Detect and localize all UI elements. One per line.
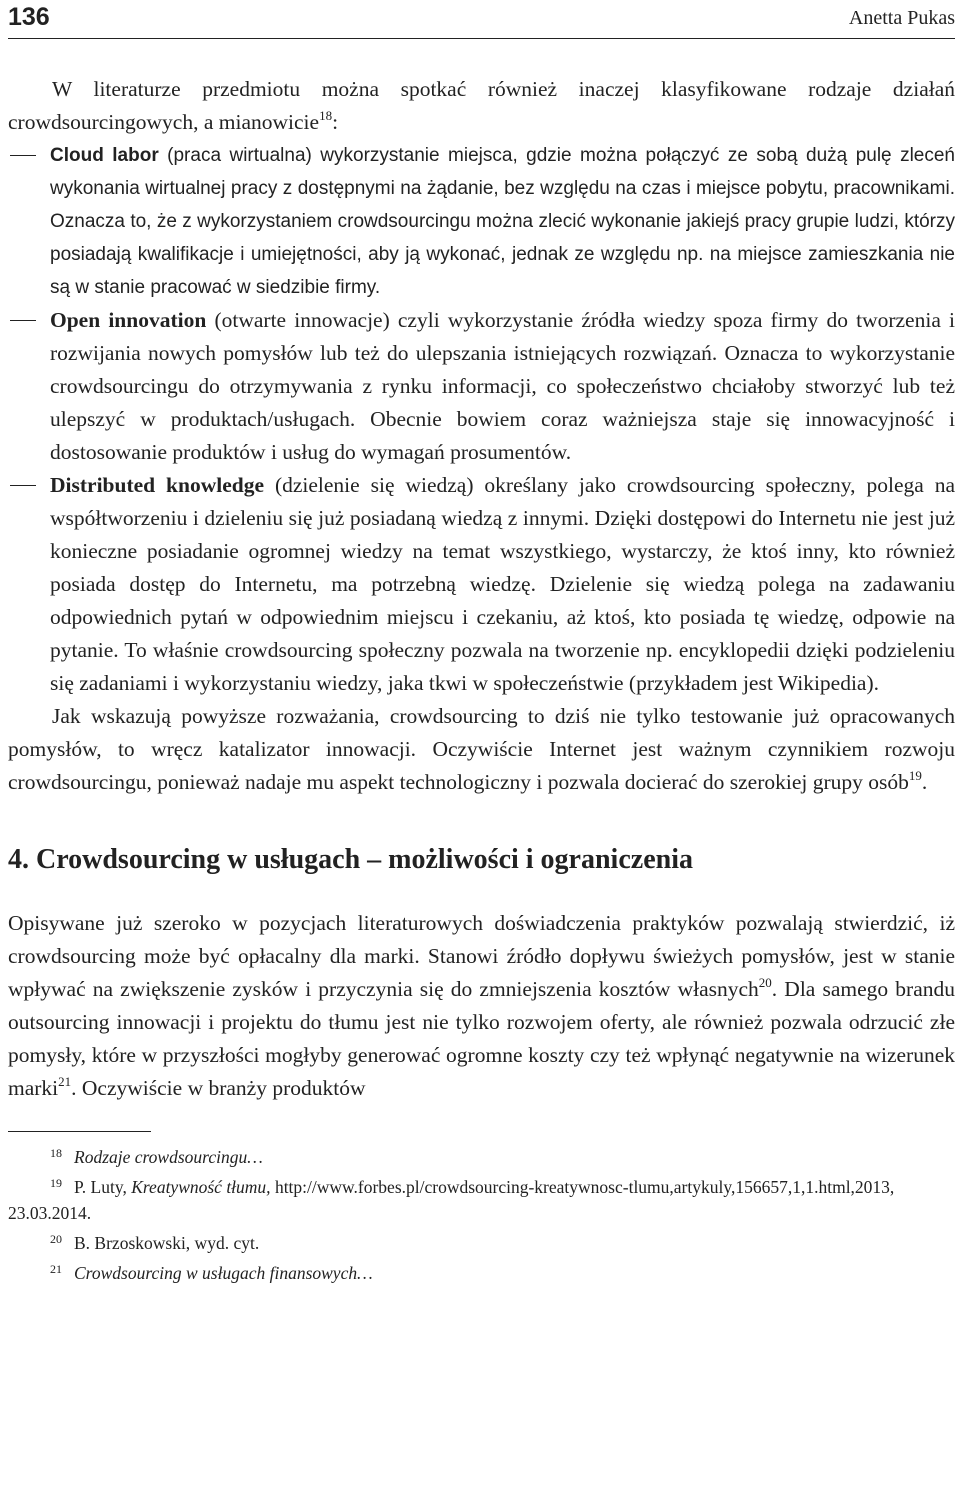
definition-distributed-knowledge: (dzielenie się wiedzą) określany jako crowdsourcing społeczny, polega na współtworzeniu i dzieleniu się już posiadaną wiedzą z innymi. Dzięki dostępowi do Internetu nie jest już konieczne posiadanie ogromnej wiedzy na temat wszystkiego, wystarczy, że ktoś inny, kto również posiada dostęp do Internetu, ma potrzebną wiedzę. Dzielenie się wiedzą polega na zadawaniu odpowiednich pytań w odpowiednim miejscu i czekaniu, aż ktoś, kto posiada tę wiedzę, odpowie na pytanie. To właśnie crowdsourcing społeczny pozwala na tworzenie np. encyklopedii dzięki podzieleniu się zadaniami i wykorzystaniu wiedzy, jaka tkwi w społeczeństwie (przykładem jest Wikipedia). xyxy=(50,473,956,695)
footnote-title: Crowdsourcing w usługach finansowych… xyxy=(74,1263,373,1283)
list-item-distributed-knowledge xyxy=(8,469,955,700)
footnote-ref-19[interactable]: 19 xyxy=(908,768,922,783)
list-item-cloud-labor xyxy=(8,139,955,304)
intro-colon: : xyxy=(332,110,339,134)
section-heading: 4. Crowdsourcing w usługach – możliwości i ograniczenia xyxy=(8,844,693,875)
closing-text: Jak wskazują powyższe rozważania, crowdsourcing to dziś nie tylko testowanie już opracowanych pomysłów, to wręcz katalizator innowacji. Oczywiście Internet jest ważnym czynnikiem rozwoju crowdsourcingu, ponieważ nadaje mu aspekt technologiczny i pozwala docierać do szerokiej grupy osób xyxy=(8,704,955,794)
footnote-number: 19 xyxy=(50,1176,62,1190)
running-head-author: Anetta Pukas xyxy=(848,7,955,29)
footnote-text: B. Brzoskowski, wyd. cyt. xyxy=(74,1233,260,1253)
footnote-18 xyxy=(8,1140,955,1170)
bullet-list xyxy=(8,139,955,700)
footnote-21 xyxy=(8,1256,955,1286)
footnote-title: Rodzaje crowdsourcingu… xyxy=(74,1147,263,1167)
section-text-part2: . Dla samego brandu outsourcing innowacji i projektu do tłumu jest nie tylko rozwojem oferty, ale również pozwala odrzucić złe pomysły, które w przyszłości mogłyby generować ogromne koszty czy też wpłynąć negatywnie na wizerunek marki xyxy=(8,977,955,1100)
footnote-ref-20[interactable]: 20 xyxy=(758,975,772,990)
section-text-part1: Opisywane już szeroko w pozycjach literaturowych doświadczenia praktyków pozwalają stwierdzić, iż crowdsourcing może być opłacalny dla marki. Stanowi źródło dopływu świeżych pomysłów, jest w stanie wpływać na zwiększenie zysków i przyczynia się do zmniejszenia kosztów własnych xyxy=(8,911,955,1001)
footnote-ref-18[interactable]: 18 xyxy=(319,108,333,123)
term-distributed-knowledge: Distributed knowledge xyxy=(50,473,265,497)
term-cloud-labor: Cloud labor xyxy=(50,145,159,166)
footnote-number: 21 xyxy=(50,1262,62,1276)
footnote-19 xyxy=(8,1170,955,1226)
footnote-ref-21[interactable]: 21 xyxy=(58,1074,72,1089)
intro-text: W literaturze przedmiotu można spotkać również inaczej klasyfikowane rodzaje działań crowdsourcingowych, a mianowicie xyxy=(8,77,955,134)
footnote-author: P. Luty, xyxy=(74,1177,132,1197)
section-text-part3: . Oczywiście w branży produktów xyxy=(71,1076,366,1100)
document-page xyxy=(8,0,955,1286)
page-number: 136 xyxy=(8,3,50,31)
footnote-number: 18 xyxy=(50,1146,62,1160)
definition-cloud-labor: (praca wirtualna) wykorzystanie miejsca, gdzie można połączyć ze sobą dużą pulę zleceń wykonania wirtualnej pracy z dostępnymi na żądanie, bez względu na czas i miejsce pobytu, pracownikami. Oznacza to, że z wykorzystaniem crowdsourcingu można zlecić wykonanie jakiejś pracy grupie ludzi, którzy posiadają kwalifikacje i umiejętności, aby ją wykonać, jednak ze względu np. na miejsce zamieszkania nie są w stanie pracować w siedzibie firmy. xyxy=(50,145,955,298)
section-paragraph xyxy=(8,907,955,1105)
closing-paragraph xyxy=(8,700,955,799)
footnote-title: Kreatywność tłumu, xyxy=(131,1177,271,1197)
footnote-divider xyxy=(8,1131,151,1132)
term-open-innovation: Open innovation xyxy=(50,308,207,332)
footnote-20 xyxy=(8,1226,955,1256)
footnote-number: 20 xyxy=(50,1232,62,1246)
closing-period: . xyxy=(921,770,928,794)
page-header xyxy=(8,0,955,39)
list-item-open-innovation xyxy=(8,304,955,469)
footnote-url[interactable]: http://www.forbes.pl/crowdsourcing-kreatywnosc-tlumu,artykuly,156657,1,1.html,2013, 23.03.2014. xyxy=(8,1177,895,1223)
definition-open-innovation: (otwarte innowacje) czyli wykorzystanie źródła wiedzy spoza firmy do tworzenia i rozwijania nowych pomysłów lub też do ulepszania istniejących rozwiązań. Oznacza to wykorzystanie crowdsourcingu do otrzymywania z rynku informacji, co społeczeństwo chciałoby stworzyć lub też ulepszyć w produktach/usługach. Obecnie bowiem coraz ważniejsza staje się innowacyjność i dostosowanie produktów i usług do wymagań prosumentów. xyxy=(50,308,955,464)
intro-paragraph xyxy=(8,73,955,139)
